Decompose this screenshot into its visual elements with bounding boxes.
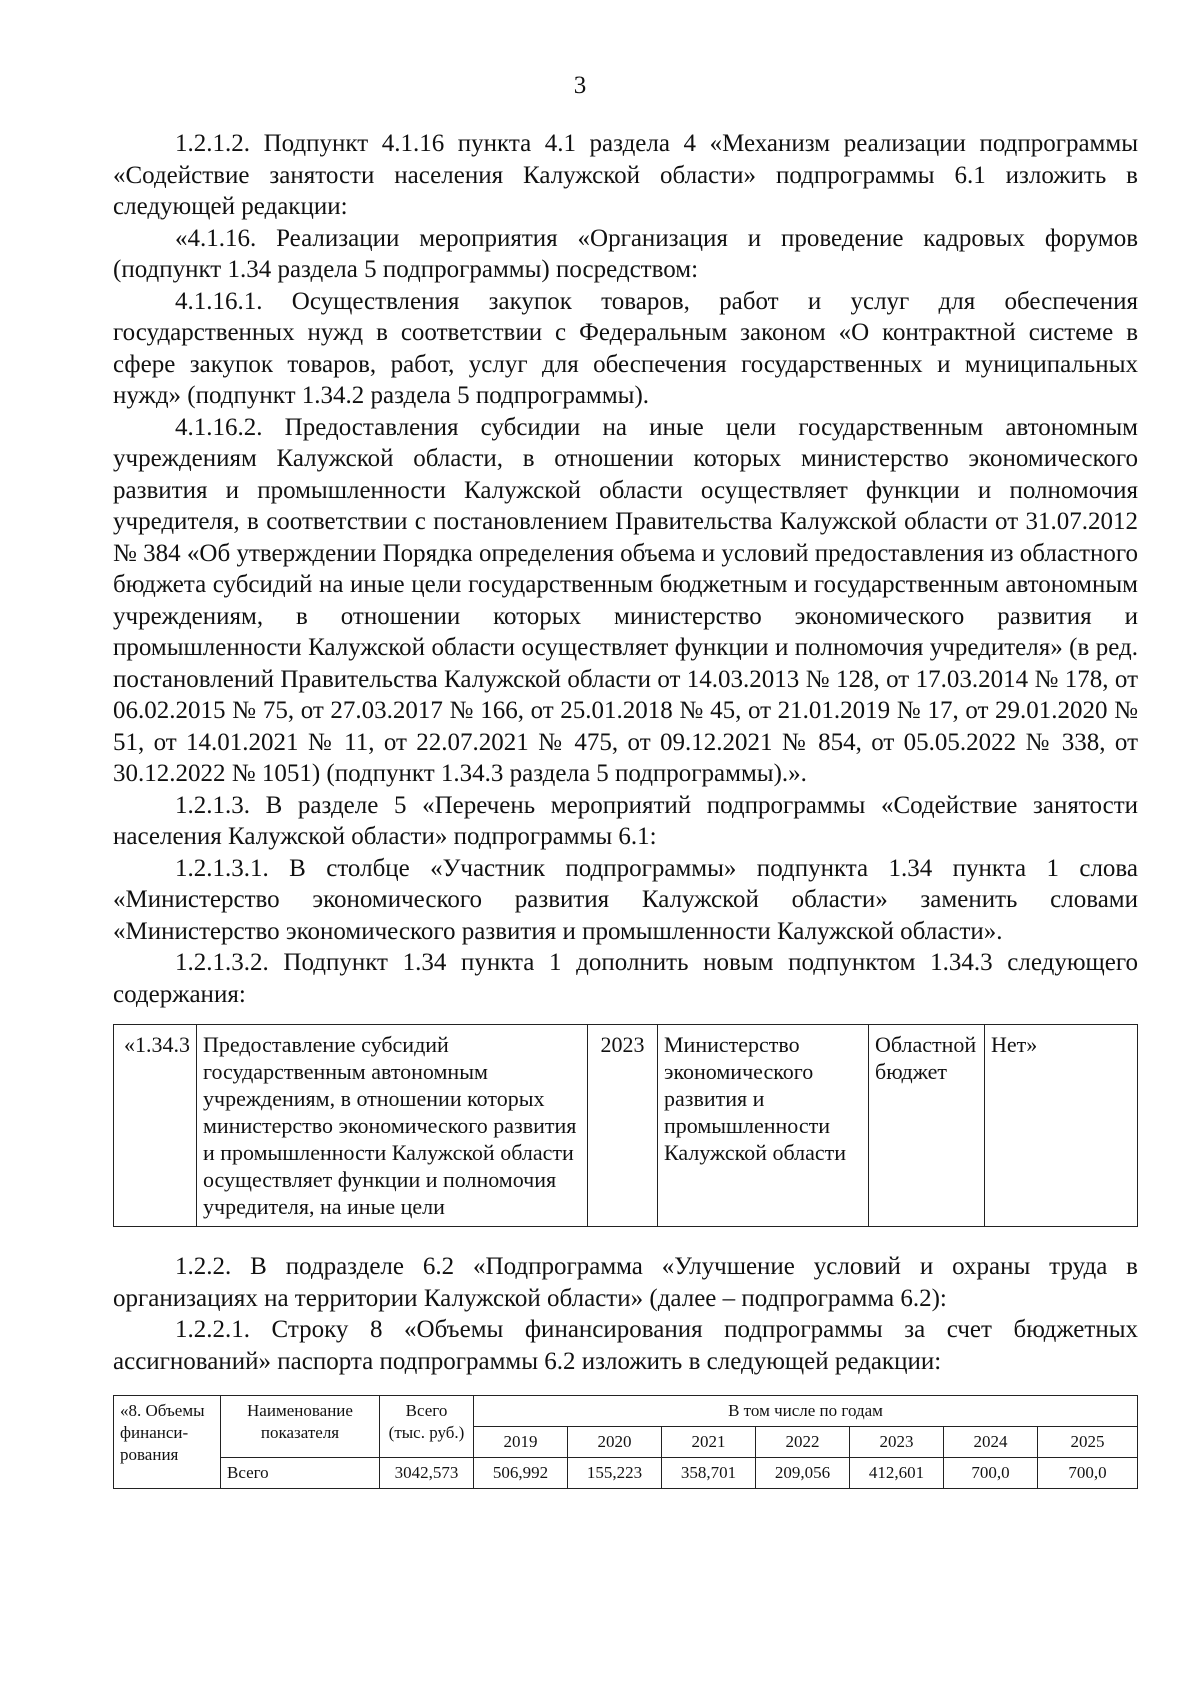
page-number: 3 (573, 72, 587, 99)
activity-flag: Нет» (985, 1025, 1138, 1227)
paragraph-1-2-2-1: 1.2.2.1. Строку 8 «Объемы финансирования подпрограммы за счет бюджетных ассигнований» паспорта подпрограммы 6.2 изложить в следующей редакции: (113, 1316, 1138, 1375)
row-value: 506,992 (474, 1458, 568, 1489)
paragraph-4-1-16-1: 4.1.16.1. Осуществления закупок товаров, работ и услуг для обеспечения государственных нужд в соответствии с Федеральным законом «О контрактной системе в сфере закупок товаров, работ, услуг для обеспечения государственных и муниципальных нужд» (подпункт 1.34.2 раздела 5 подпрограммы). (113, 287, 1138, 409)
table-row (114, 1458, 1138, 1489)
paragraph-1-2-1-2: 1.2.1.2. Подпункт 4.1.16 пункта 4.1 раздела 4 «Механизм реализации подпрограммы «Содействие занятости населения Калужской области» подпрограммы 6.1 изложить в следующей редакции: (113, 130, 1138, 220)
activity-year: 2023 (588, 1025, 658, 1227)
paragraph-1-2-1-3: 1.2.1.3. В разделе 5 «Перечень мероприятий подпрограммы «Содействие занятости населения Калужской области» подпрограммы 6.1: (113, 791, 1138, 850)
indicator-name-header: Наименование показателя (221, 1396, 380, 1458)
years-header: В том числе по годам (474, 1396, 1138, 1427)
row-value: 209,056 (756, 1458, 850, 1489)
row-value: 700,0 (1038, 1458, 1138, 1489)
year-header: 2022 (756, 1427, 850, 1458)
row-value: 155,223 (568, 1458, 662, 1489)
paragraph-1-2-1-3-1: 1.2.1.3.1. В столбце «Участник подпрограммы» подпункта 1.34 пункта 1 слова «Министерство экономического развития Калужской области» заменить словами «Министерство экономического развития и промышленности Калужской области». (113, 854, 1138, 945)
activity-number: «1.34.3 (114, 1025, 197, 1227)
row-label: Всего (221, 1458, 380, 1489)
total-header: Всего (тыс. руб.) (380, 1396, 474, 1458)
row-value: 412,601 (850, 1458, 944, 1489)
table-row (114, 1025, 1138, 1227)
financing-header-label: «8. Объемы финанси-рования (114, 1396, 221, 1489)
paragraph-1-2-1-3-2: 1.2.1.3.2. Подпункт 1.34 пункта 1 дополнить новым подпунктом 1.34.3 следующего содержания: (113, 949, 1138, 1008)
year-header: 2025 (1038, 1427, 1138, 1458)
paragraph-1-2-2: 1.2.2. В подразделе 6.2 «Подпрограмма «Улучшение условий и охраны труда в организациях на территории Калужской области» (далее – подпрограмма 6.2): (113, 1253, 1138, 1312)
row-value: 358,701 (662, 1458, 756, 1489)
activity-table (113, 1024, 1138, 1227)
activity-description: Предоставление субсидий государственным автономным учреждениям, в отношении которых министерство экономического развития и промышленности Калужской области осуществляет функции и полномочия учредителя, на иные цели (197, 1025, 588, 1227)
activity-participant: Министерство экономического развития и промышленности Калужской области (658, 1025, 869, 1227)
financing-table (113, 1395, 1138, 1489)
year-header: 2020 (568, 1427, 662, 1458)
row-value: 700,0 (944, 1458, 1038, 1489)
year-header: 2023 (850, 1427, 944, 1458)
activity-funding-source: Областной бюджет (869, 1025, 985, 1227)
year-header: 2024 (944, 1427, 1038, 1458)
document-body (113, 128, 1138, 1513)
row-total: 3042,573 (380, 1458, 474, 1489)
year-header: 2019 (474, 1427, 568, 1458)
paragraph-4-1-16-2: 4.1.16.2. Предоставления субсидии на иные цели государственным автономным учреждениям Калужской области, в отношении которых министерство экономического развития и промышленности Калужской области осуществляет функции и полномочия учредителя, в соответствии с постановлением Правительства Калужской области от 31.07.2012 № 384 «Об утверждении Порядка определения объема и условий предоставления из областного бюджета субсидий на иные цели государственным бюджетным и государственным автономным учреждениям, в отношении которых министерство экономического развития и промышленности Калужской области осуществляет функции и полномочия учредителя» (в ред. постановлений Правительства Калужской области от 14.03.2013 № 128, от 17.03.2014 № 178, от 06.02.2015 № 75, от 27.03.2017 № 166, от 25.01.2018 № 45, от 21.01.2019 № 17, от 29.01.2020 № 51, от 14.01.2021 № 11, от 22.07.2021 № 475, от 09.12.2021 № 854, от 05.05.2022 № 338, от 30.12.2022 № 1051) (подпункт 1.34.3 раздела 5 подпрограммы).». (113, 413, 1138, 787)
table-row (114, 1396, 1138, 1427)
paragraph-4-1-16: «4.1.16. Реализации мероприятия «Организация и проведение кадровых форумов (подпункт 1.34 раздела 5 подпрограммы) посредством: (113, 224, 1138, 283)
year-header: 2021 (662, 1427, 756, 1458)
